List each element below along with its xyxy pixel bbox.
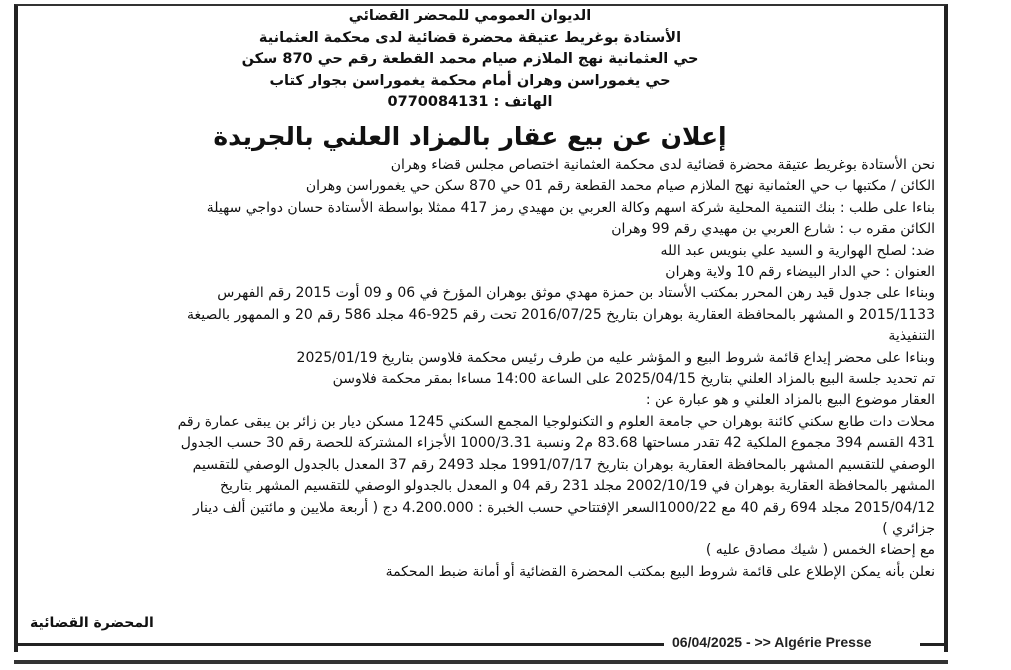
- header-line: الديوان العمومي للمحضر القضائي: [348, 8, 592, 24]
- notice-title: إعلان عن بيع عقار بالمزاد العلني بالجريدة: [213, 122, 727, 151]
- body-line: الوصفي للتقسيم المشهر بالمحافظة العقارية بوهران بتاريخ 1991/07/17 مجلد 2493 رقم 37 المعدل بالجدول الوصفي للتقسيم: [192, 456, 935, 473]
- signature: المحضرة القضائية: [30, 615, 154, 631]
- header-line: حي العثمانية نهج الملازم صيام محمد القطعة رقم حي 870 سكن: [241, 51, 699, 67]
- footer-credit: 06/04/2025 - >> Algérie Presse: [672, 634, 872, 650]
- body-line: الكائن / مكتبها ب حي العثمانية نهج الملازم صيام محمد القطعة رقم 01 حي 870 سكن حي يغموراسن وهران: [305, 178, 935, 195]
- body-line: نعلن بأنه يمكن الإطلاع على قائمة شروط البيع بمكتب المحضرة القضائية أو أمانة ضبط المحكمة: [385, 563, 935, 580]
- body-line: 2015/04/12 مجلد 694 رقم 40 مع 1000/22السعر الإفتتاحي حسب الخبرة : 4.200.000 دج ( أربعة ملايين و مائتين ألف دينار: [192, 499, 935, 516]
- bottom-rule: [14, 660, 948, 664]
- header-line: الأستادة بوغريط عتيقة محضرة قضائية لدى محكمة العثمانية: [258, 29, 682, 46]
- body-line: تم تحديد جلسة البيع بالمزاد العلني بتاريخ 2025/04/15 على الساعة 14:00 مساءا بمقر محكمة فلاوسن: [332, 371, 935, 388]
- body-line: الكائن مقره ب : شارع العربي بن مهيدي رقم 99 وهران: [611, 221, 935, 238]
- body-line: التنفيذية: [888, 328, 935, 345]
- body-line: العقار موضوع البيع بالمزاد العلني و هو عبارة عن :: [645, 392, 935, 409]
- body-line: المشهر بالمحافظة العقارية بوهران في 2002/10/19 مجلد 231 رقم 04 و المعدل بالجدولو الوصفي للتقسيم المشهر بتاريخ: [219, 478, 935, 495]
- phone-line: الهاتف : 0770084131: [387, 94, 553, 110]
- body-line: ضد: لصلح الهوارية و السيد علي بنويس عبد الله: [660, 242, 935, 259]
- body-line: 2015/1133 و المشهر بالمحافظة العقارية بوهران بتاريخ 2016/07/25 تحت رقم 925-46 مجلد 586 رقم 20 و الممهور بالصيغة: [187, 306, 935, 323]
- header-line: حي يغموراسن وهران أمام محكمة يغموراسن بجوار كتاب: [269, 72, 671, 89]
- body-line: وبناءا على جدول قيد رهن المحرر بمكتب الأستاد بن حمزة مهدي موثق بوهران المؤرخ في 06 و 09 أوت 2015 رقم الفهرس: [217, 285, 935, 302]
- footer-rule: [14, 643, 664, 646]
- office-header: [60, 6, 880, 114]
- body-line: بناءا على طلب : بنك التنمية المحلية شركة اسهم وكالة العربي بن مهيدي رمز 417 ممثلا بواسطة الأستادة حسان دواجي سهيلة: [206, 199, 935, 216]
- body-line: وبناءا على محضر إيداع قائمة شروط البيع و المؤشر عليه من طرف رئيس محكمة فلاوسن بتاريخ 2025/01/19: [296, 349, 935, 366]
- body-line: محلات دات طابع سكني كائنة بوهران حي جامعة العلوم و التكنولوجيا المجمع السكني 1245 مسكن ديار بن زائر بن يبقى عمارة رقم: [177, 413, 935, 430]
- body-line: نحن الأستادة بوغريط عتيقة محضرة قضائية لدى محكمة العثمانية اختصاص مجلس قضاء وهران: [390, 157, 935, 173]
- body-line: 431 القسم 394 مجموع الملكية 42 تقدر مساحتها 83.68 م2 ونسبة 1000/3.31 الأجزاء المشتركة للحصة رقم 30 حسب الجدول: [180, 435, 935, 452]
- notice-body: [60, 155, 935, 583]
- body-line: جزائري ): [882, 520, 935, 537]
- footer-rule: [920, 643, 948, 646]
- body-line: مع إحضاء الخمس ( شيك مصادق عليه ): [705, 542, 935, 559]
- body-line: العنوان : حي الدار البيضاء رقم 10 ولاية وهران: [665, 264, 935, 281]
